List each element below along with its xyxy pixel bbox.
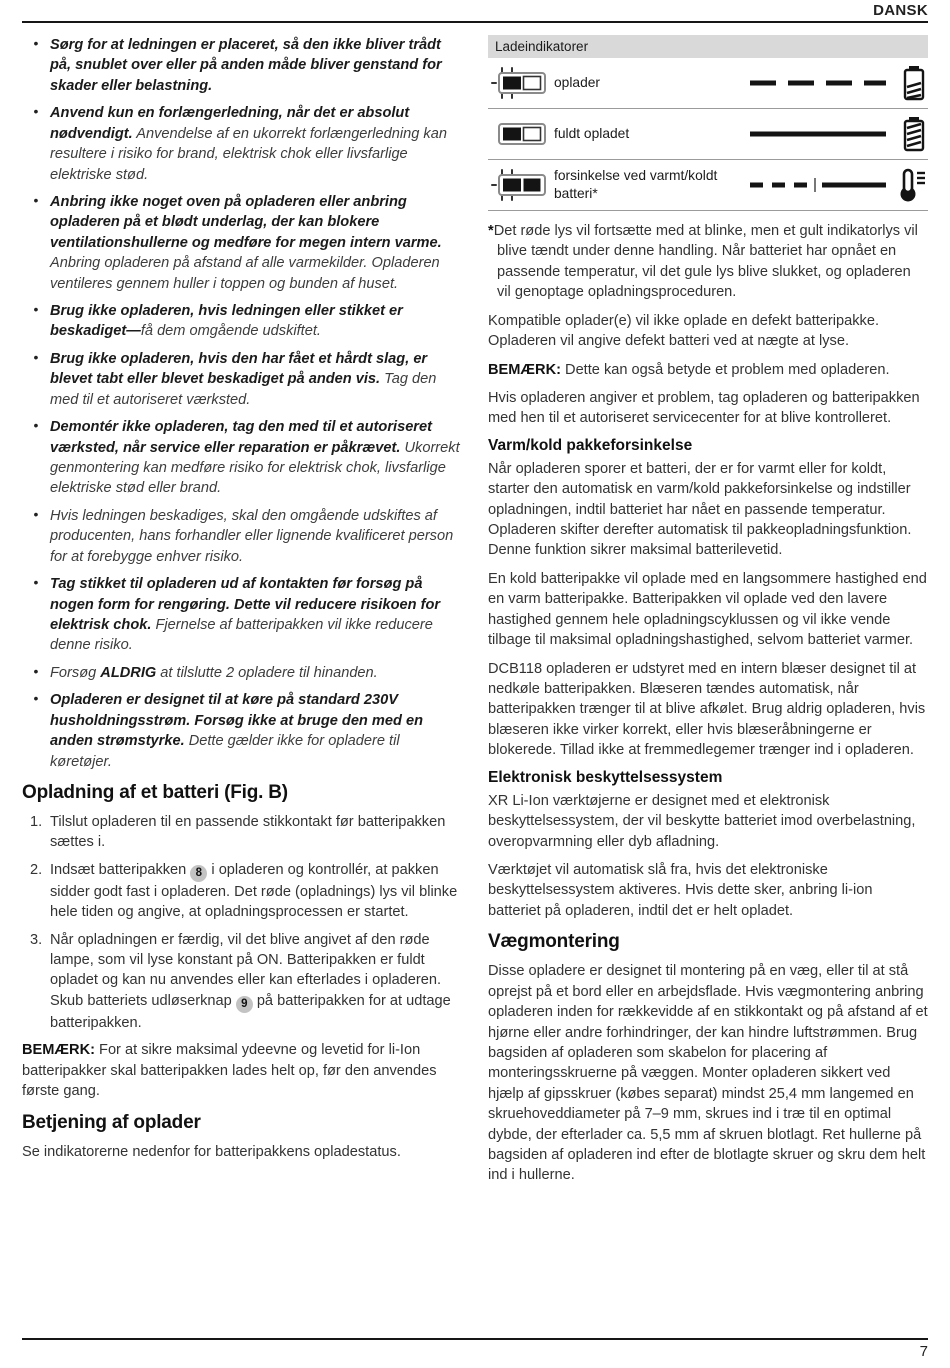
bullet-text-bold: Brug ikke opladeren, hvis ledningen eller stikket er beskadiget— (50, 303, 403, 340)
bullet-item (22, 690, 462, 772)
charge-indicator-table (488, 35, 928, 211)
header-rule (22, 21, 928, 23)
bullet-text-bold: Anvend kun en forlængerledning, når det er absolut nødvendigt. (50, 105, 410, 142)
bullet-text-normal: Anbring opladeren på afstand af alle varmekilder. Opladeren ventileres gennem huller i toppen og bunden af huset. (50, 255, 440, 292)
left-column (22, 35, 462, 1194)
bullet-text-normal: Ukorrekt genmontering kan medføre risiko for elektrisk chok, livsfarlige elektriske stød eller brand. (50, 439, 460, 497)
dashed-line-graphic (748, 78, 890, 88)
step-text: på batteripakken for at udtage batteripakken. (50, 992, 451, 1031)
bullet-marker: • (33, 191, 39, 208)
bullet-item (22, 663, 462, 683)
bullet-text-bold: ALDRIG (100, 664, 157, 681)
electronic-paragraph-1: XR Li-Ion værktøjerne er designet med et elektronisk beskyttelsessystem, der vil beskytte batteriet imod overbelastning, overopvarmning eller dyb afladning. (488, 792, 916, 850)
bullet-item (22, 103, 462, 185)
list-item (22, 930, 462, 1034)
page-number: 7 (919, 1343, 928, 1360)
note-label: BEMÆRK: (22, 1042, 95, 1059)
step-text: Indsæt batteripakken (50, 861, 191, 878)
thermometer-icon (890, 167, 926, 203)
list-item-number: 1. (30, 813, 43, 830)
list-item (22, 812, 462, 853)
led-double-blinking-icon (490, 168, 554, 202)
bullet-item (22, 35, 462, 96)
list-item-number: 3. (30, 931, 43, 948)
bullet-item (22, 301, 462, 342)
bullet-text-normal: få dem omgående udskiftet. (140, 323, 321, 340)
table-header: Ladeindikatorer (488, 35, 928, 58)
list-item-number: 2. (30, 861, 43, 878)
bullet-marker: • (33, 348, 39, 365)
section-heading-charging: Opladning af et batteri (Fig. B) (22, 781, 288, 803)
bullet-text: Sørg for at ledningen er placeret, så den ikke bliver trådt på, snublet over eller på anden måde bliver genstand for skader eller belastning. (50, 37, 442, 94)
row-label: forsinkelse ved varmt/koldt batteri* (554, 168, 718, 201)
bullet-text-bold: Anbring ikke noget oven på opladeren eller anbring opladeren på et blødt underlag, der kan blokere ventilationshullerne og medføre for megen intern varme. (50, 193, 442, 251)
note-label: BEMÆRK: (488, 361, 561, 378)
bullet-marker: • (33, 301, 39, 318)
bullet-text-bold: Demontér ikke opladeren, tag den med til et autoriseret værksted, når service eller reparation er påkrævet. (50, 419, 432, 456)
list-item (22, 860, 462, 923)
note-text: For at sikre maksimal ydeevne og levetid for li-Ion batteripakker skal batteripakken lades helt op, før den anvendes første gang. (22, 1042, 437, 1100)
operation-intro-text: Se indikatorerne nedenfor for batteripakkens opladestatus. (22, 1143, 401, 1160)
subheading-electronic-protection: Elektronisk beskyttelsessystem (488, 768, 723, 786)
bullet-text-normal: Dette gælder ikke for opladere til køretøjer. (50, 733, 400, 770)
bullet-item (22, 349, 462, 410)
language-header: DANSK (873, 2, 928, 19)
dash-bar-solid-line-graphic (748, 176, 890, 194)
note-paragraph (22, 1040, 462, 1101)
callout-number-badge: 8 (190, 865, 207, 882)
bullet-text-normal: Tag den med til et autoriseret værksted. (50, 371, 437, 408)
step-text: Tilslut opladeren til en passende stikkontakt før batteripakken sættes i. (50, 813, 446, 851)
bullet-text-normal: Fjernelse af batteripakken vil ikke reducere denne risiko. (50, 616, 433, 654)
fan-paragraph: DCB118 opladeren er udstyret med en intern blæser designet til at nedkøle batteripakken. Blæseren tændes automatisk, når batteripakken trænger til at blive afkølet. Brug aldrig opladeren, hvis blæseren ikke virker korrekt, eller hvis blæseråbningerne er blokerede. Tillad ikke at fremmedlegemer trænger ind i opladeren. (488, 660, 926, 759)
callout-number-badge: 9 (236, 996, 253, 1013)
section-heading-operation: Betjening af oplader (22, 1111, 201, 1133)
solid-line-graphic (748, 129, 890, 139)
row-label: fuldt opladet (554, 126, 630, 142)
defect-paragraph-1: Kompatible oplader(e) vil ikke oplade en defekt batteripakke. Opladeren vil angive defekt batteri ved at nægte at lyse. (488, 312, 880, 350)
bullet-text-normal: Forsøg (50, 664, 101, 681)
bullet-item (22, 417, 462, 499)
wall-mount-paragraph: Disse opladere er designet til montering på en væg, eller til at stå oprejst på et bord eller en arbejdsflade. Hvis vægmontering anbring opladeren inden for rækkevidde af en stikkontakt og på afstand af et hjørne eller andre forhindringer, der kan hindre luftstrømmen. Brug bagsiden af opladeren som skabelon for placering af monteringsskruerne på væggen. Monter opladeren sikkert ved hjælp af gipsskruer (købes separat) mindst 25,4 mm langemed en skruehoveddiameter på 7–9 mm, skrues ind i træ til en optimal dybde, der efterlader ca. 5,5 mm af skruen blotlagt. Ret hullerne på bagsiden af opladeren ind efter de blotlagte skruer og skru dem helt ind i hullerne. (488, 963, 928, 1184)
bullet-text-bold: Brug ikke opladeren, hvis den har fået et hårdt slag, er blevet tabt eller blevet beskadiget på anden vis. (50, 350, 428, 388)
electronic-paragraph-2: Værktøjet vil automatisk slå fra, hvis det elektroniske beskyttelsessystem aktiveres. Hvis dette sker, anbring li-ion batteriet på opladeren, indtil det er helt opladet. (488, 861, 873, 919)
defect-paragraph-2: Hvis opladeren angiver et problem, tag opladeren og batteripakken med hen til et autoriseret servicecenter for at blive kontrolleret. (488, 389, 920, 427)
table-row-delay (488, 160, 928, 211)
bullet-marker: • (33, 103, 39, 120)
bullet-marker: • (33, 574, 39, 591)
hot-cold-paragraph-2: En kold batteripakke vil oplade med en langsommere hastighed end en varm batteripakke. Batteripakken vil oplade ved den lavere hastighed gennem hele opladningscyklussen og vil ikke vende tilbage til maksimal opladningshastighed, selvom batteriet varmer. (488, 570, 927, 649)
note-text: Dette kan også betyde et problem med opladeren. (560, 361, 890, 378)
step-text: Når opladningen er færdig, vil det blive angivet af den røde lampe, som vil lyse konstant på ON. Batteripakken er fuldt opladet og kan nu anvendes eller kan efterlades i opladeren. Skub batteriets udløserknap (50, 931, 442, 1009)
two-column-layout (22, 35, 928, 1194)
charging-steps-list (22, 812, 462, 1033)
bullet-item (22, 506, 462, 567)
led-solid-icon (490, 117, 554, 151)
footnote-star: * (488, 223, 494, 239)
table-row-charging (488, 58, 928, 109)
bullet-item (22, 192, 462, 294)
bullet-text-normal: Hvis ledningen beskadiges, skal den omgående udskiftes af producenten, hans forhandler eller lignende kvalificeret person for at forebygge enhver risiko. (50, 507, 454, 565)
bullet-marker: • (33, 662, 39, 679)
table-row-full (488, 109, 928, 160)
battery-charging-icon (890, 65, 926, 101)
bullet-marker: • (33, 417, 39, 434)
page-footer (22, 1338, 928, 1360)
bullet-text-normal: Anvendelse af en ukorrekt forlængerledning kan resultere i risiko for brand, elektrisk chok eller livsfarlige elektriske stød. (50, 125, 447, 183)
bullet-item (22, 574, 462, 656)
battery-full-icon (890, 116, 926, 152)
subheading-hot-cold-delay: Varm/kold pakkeforsinkelse (488, 436, 693, 454)
bullet-marker: • (33, 690, 39, 707)
bullet-text-bold: Tag stikket til opladeren ud af kontakten før forsøg på nogen form for rengøring. Dette vil reducere risikoen for elektrisk chok. (50, 576, 441, 633)
step-text: i opladeren og kontrollér, at pakken sidder godt fast i opladeren. Det røde (opladnings) lys vil blinke hele tiden og angive, at opladningsprocessen er startet. (50, 861, 458, 921)
table-footnote (488, 221, 928, 303)
bullet-marker: • (33, 505, 39, 522)
note-paragraph (488, 360, 928, 380)
row-label: oplader (554, 75, 601, 91)
right-column (488, 35, 928, 1194)
hot-cold-paragraph-1: Når opladeren sporer et batteri, der er for varmt eller for koldt, starter den automatisk en varm/kold pakkeforsinkelse og indstiller opladningen, indtil batteriet har nået en passende temperatur. Opladeren skifter derefter automatisk til pakkeopladningsfunktion. Denne funktion sikrer maksimal batterilevetid. (488, 460, 912, 559)
led-blinking-icon (490, 66, 554, 100)
footnote-text: Det røde lys vil fortsætte med at blinke, men et gult indikatorlys vil blive tændt under denne handling. Når batteriet har opnået en passende temperatur, vil det gule lys blive slukket, og opladeren vil genoptage opladningsproceduren. (493, 223, 918, 301)
bullet-text-normal: at tilslutte 2 opladere til hinanden. (156, 664, 378, 681)
bullet-marker: • (33, 35, 39, 51)
section-heading-wall-mount: Vægmontering (488, 931, 620, 953)
bullet-text-bold: Opladeren er designet til at køre på standard 230V husholdningsstrøm. Forsøg ikke at bruge den med en anden strømstyrke. (50, 692, 423, 750)
